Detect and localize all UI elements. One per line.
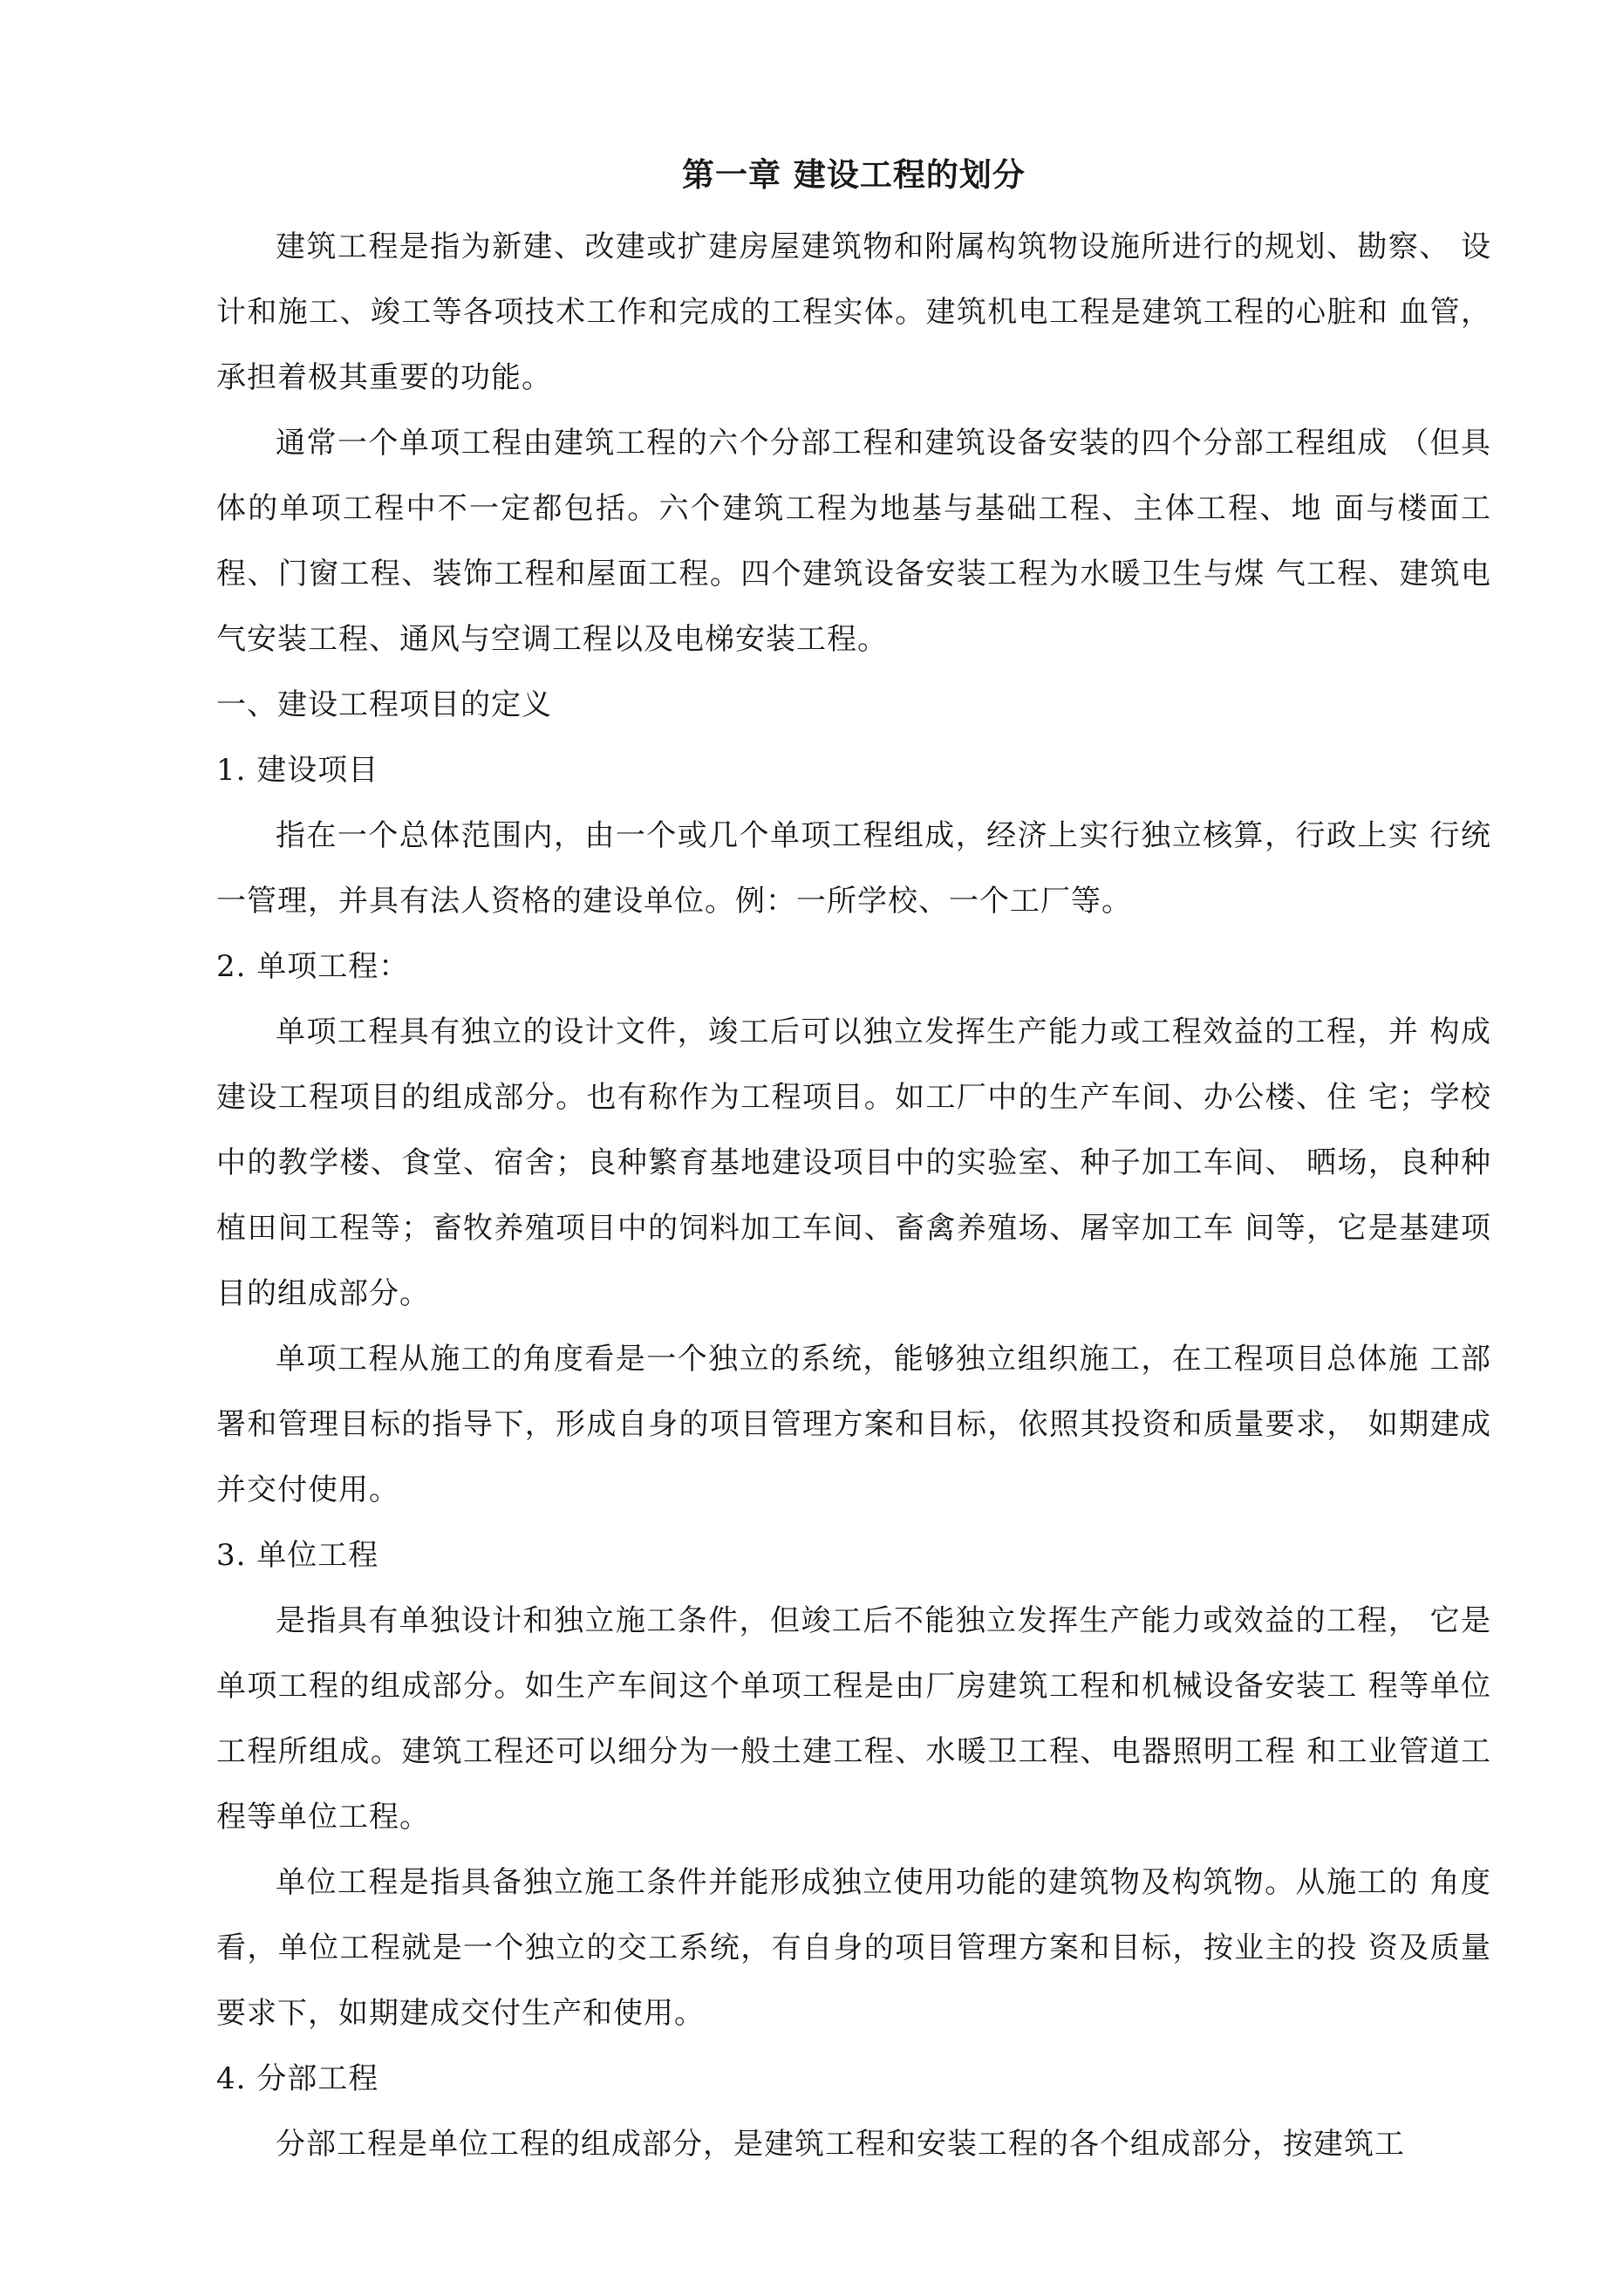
item-heading-sub-project: 4. 分部工程 bbox=[216, 2061, 379, 2096]
item-heading-unit-project: 3. 单位工程 bbox=[216, 1538, 379, 1573]
construction-project-paragraph: 指在一个总体范围内，由一个或几个单项工程组成，经济上实行独立核算，行政上实 行统一管理，并具有法人资格的建设单位。例：一所学校、一个工厂等。 bbox=[216, 818, 1491, 919]
single-project-paragraph-1: 单项工程具有独立的设计文件，竣工后可以独立发挥生产能力或工程效益的工程，并 构成建设工程项目的组成部分。也有称作为工程项目。如工厂中的生产车间、办公楼、住 宅；学校中的教学楼、食堂、宿舍；良种繁育基地建设项目中的实验室、种子加工车间、 晒场，良种种植田间工程等；畜牧养殖项目中的饲料加工车间、畜禽养殖场、屠宰加工车 间等，它是基建项目的组成部分。 bbox=[216, 1015, 1491, 1311]
sub-project-paragraph: 分部工程是单位工程的组成部分，是建筑工程和安装工程的各个组成部分，按建筑工 bbox=[276, 2127, 1405, 2162]
unit-project-paragraph-2: 单位工程是指具备独立施工条件并能形成独立使用功能的建筑物及构筑物。从施工的 角度看，单位工程就是一个独立的交工系统，有自身的项目管理方案和目标，按业主的投 资及质量要求下，如期建成交付生产和使用。 bbox=[216, 1865, 1491, 2031]
section-heading-definition: 一、建设工程项目的定义 bbox=[216, 687, 552, 722]
unit-project-paragraph-1: 是指具有单独设计和独立施工条件，但竣工后不能独立发挥生产能力或效益的工程， 它是单项工程的组成部分。如生产车间这个单项工程是由厂房建筑工程和机械设备安装工 程等单位工程所组成。建筑工程还可以细分为一般土建工程、水暖卫工程、电器照明工程 和工业管道工程等单位工程。 bbox=[216, 1603, 1491, 1835]
chapter-title: 第一章 建设工程的划分 bbox=[682, 155, 1026, 194]
document-body bbox=[216, 140, 1491, 2177]
intro-paragraph-2: 通常一个单项工程由建筑工程的六个分部工程和建筑设备安装的四个分部工程组成 （但具体的单项工程中不一定都包括。六个建筑工程为地基与基础工程、主体工程、地 面与楼面工程、门窗工程、装饰工程和屋面工程。四个建筑设备安装工程为水暖卫生与煤 气工程、建筑电气安装工程、通风与空调工程以及电梯安装工程。 bbox=[216, 426, 1491, 657]
item-heading-construction-project: 1. 建设项目 bbox=[216, 753, 379, 788]
item-heading-single-project: 2. 单项工程： bbox=[216, 949, 410, 984]
single-project-paragraph-2: 单项工程从施工的角度看是一个独立的系统，能够独立组织施工，在工程项目总体施 工部署和管理目标的指导下，形成自身的项目管理方案和目标，依照其投资和质量要求， 如期建成并交付使用。 bbox=[216, 1342, 1491, 1507]
intro-paragraph-1: 建筑工程是指为新建、改建或扩建房屋建筑物和附属构筑物设施所进行的规划、勘察、 设计和施工、竣工等各项技术工作和完成的工程实体。建筑机电工程是建筑工程的心脏和 血管，承担着极其重要的功能。 bbox=[216, 229, 1491, 395]
